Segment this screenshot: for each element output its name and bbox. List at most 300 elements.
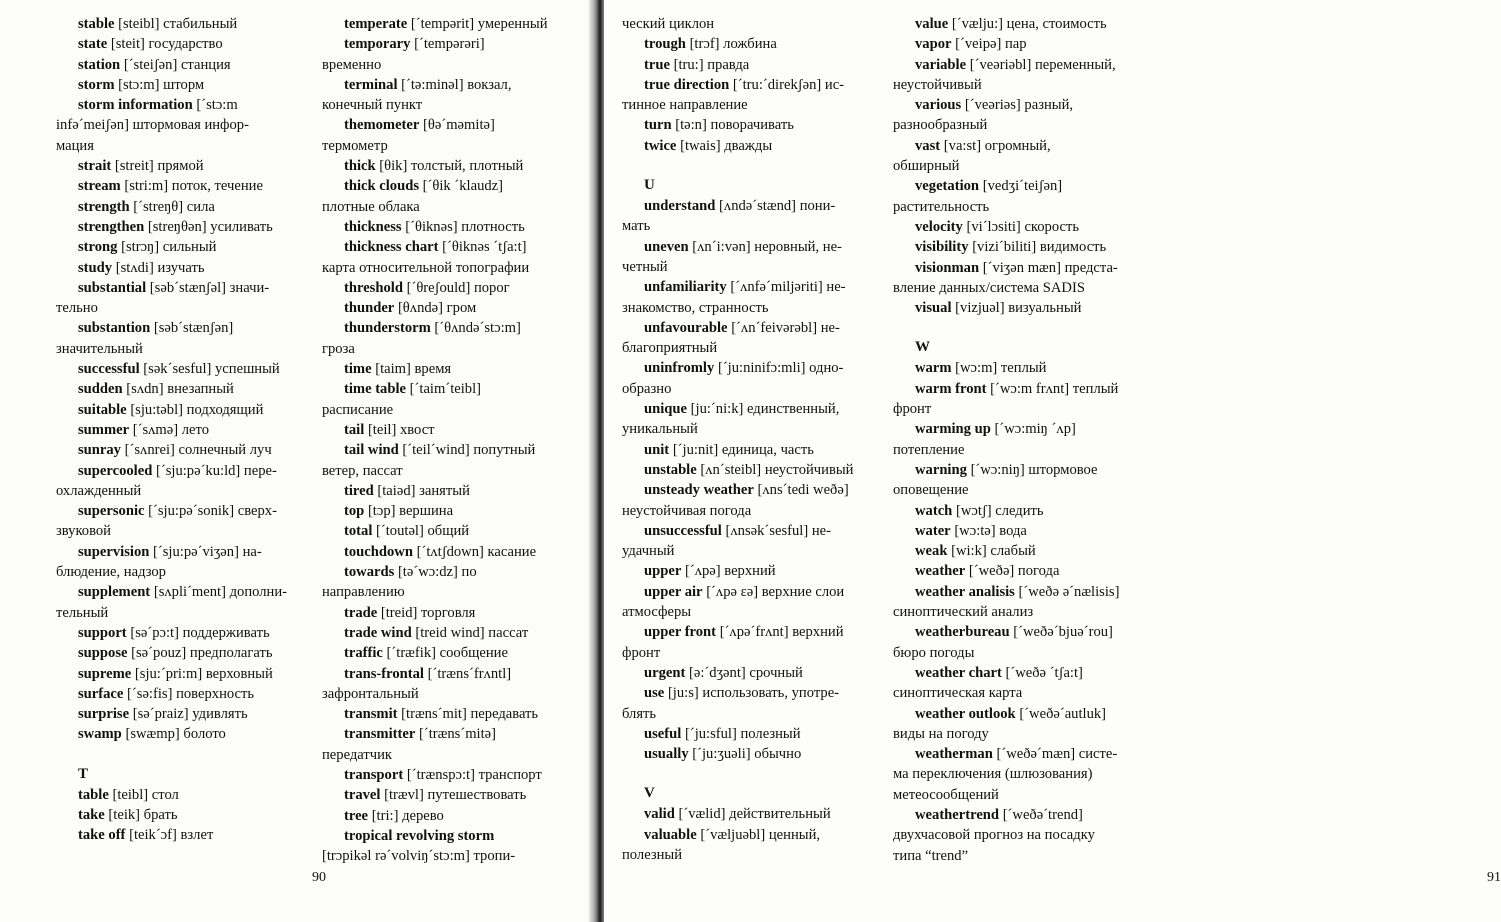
- definition: [θik] толстый, плотный: [379, 158, 524, 175]
- entry-continuation: [56, 339, 310, 359]
- definition: [səb´stænʃən]: [153, 320, 234, 337]
- right-page: [604, 0, 1501, 922]
- definition: зафронтальный: [322, 685, 419, 702]
- definition: оповещение: [893, 482, 969, 499]
- definition: [streŋθən] усиливать: [147, 218, 273, 235]
- entry-continuation: [893, 75, 1155, 95]
- headword: weather analisis: [915, 583, 1015, 600]
- dictionary-entry: [322, 359, 578, 379]
- entry-continuation: [893, 115, 1155, 135]
- entry-continuation: [322, 95, 578, 115]
- definition: [´weðə ´tʃa:t]: [1005, 664, 1083, 681]
- headword: sudden: [78, 381, 123, 398]
- headword: summer: [78, 421, 130, 438]
- definition: [səb´stænʃəl] значи-: [149, 279, 270, 296]
- headword: total: [344, 523, 373, 540]
- dictionary-entry: [56, 34, 310, 54]
- headword: traffic: [344, 645, 383, 662]
- headword: use: [644, 685, 665, 702]
- headword: study: [78, 259, 113, 276]
- definition: типа “trend”: [893, 847, 969, 864]
- headword: strengthen: [78, 218, 145, 235]
- dictionary-entry: [56, 623, 310, 643]
- headword: supersonic: [78, 503, 145, 520]
- entry-continuation: [622, 257, 880, 277]
- definition: [´væljuəbl] ценный,: [700, 826, 821, 843]
- headword: take: [78, 806, 105, 823]
- dictionary-entry: [56, 258, 310, 278]
- headword: substantial: [78, 279, 147, 296]
- definition: [´tempərəri]: [414, 36, 485, 53]
- definition: [´weðə´trend]: [1002, 806, 1083, 823]
- section-letter: U: [644, 177, 655, 194]
- headword: uneven: [644, 238, 689, 255]
- entry-continuation: [322, 197, 578, 217]
- dictionary-entry: [56, 684, 310, 704]
- headword: transport: [344, 766, 404, 783]
- definition: [vi´lɔsiti] скорость: [966, 218, 1080, 235]
- definition: [´sju:pə´ku:ld] пере-: [155, 462, 277, 479]
- dictionary-entry: [56, 217, 310, 237]
- definition: [ə:´dʒənt] срочный: [689, 664, 803, 681]
- headword: unit: [644, 441, 670, 458]
- headword: watch: [915, 502, 953, 519]
- definition: [ju:´ni:k] единственный,: [690, 401, 840, 418]
- definition: плотные облака: [322, 198, 420, 215]
- headword: thickness: [344, 218, 402, 235]
- entry-continuation: [893, 683, 1155, 703]
- definition: [´viʒən mæn] предста-: [982, 259, 1118, 276]
- definition: [wi:k] слабый: [951, 543, 1036, 560]
- definition: образно: [622, 380, 672, 397]
- dictionary-entry: [56, 318, 310, 338]
- section-letter: W: [915, 339, 930, 356]
- definition: [´træfik] сообщение: [386, 645, 508, 662]
- definition: [´veəriəbl] переменный,: [969, 56, 1116, 73]
- definition: [ʌndə´stænd] пони-: [719, 198, 836, 215]
- entry-continuation: [893, 846, 1155, 866]
- dictionary-entry: [322, 481, 578, 501]
- dictionary-entry: [56, 825, 310, 845]
- definition: [´weðə´autluk]: [1019, 705, 1107, 722]
- dictionary-entry: [893, 460, 1155, 480]
- headword: strong: [78, 239, 118, 256]
- dictionary-entry: [56, 14, 310, 34]
- dictionary-entry: [893, 298, 1155, 318]
- definition: блюдение, надзор: [56, 564, 166, 581]
- definition: значительный: [56, 340, 143, 357]
- definition: [´ʌpə] верхний: [684, 563, 776, 580]
- definition: [´ʌpə´frʌnt] верхний: [719, 624, 844, 641]
- headword: value: [915, 16, 949, 32]
- section-letter: V: [644, 785, 655, 802]
- entry-continuation: [893, 602, 1155, 622]
- dictionary-entry: [622, 582, 880, 602]
- headword: twice: [644, 137, 677, 154]
- headword: upper front: [644, 624, 717, 641]
- headword: thunder: [344, 300, 395, 317]
- headword: weathertrend: [915, 806, 1000, 823]
- dictionary-entry: [622, 277, 880, 297]
- definition: разнообразный: [893, 117, 988, 134]
- definition: [´sʌnrei] солнечный луч: [124, 442, 272, 459]
- definition: благоприятный: [622, 340, 718, 357]
- dictionary-entry: [893, 217, 1155, 237]
- definition: [streit] прямой: [114, 158, 204, 175]
- headword: tired: [344, 482, 374, 499]
- definition: неустойчивая погода: [622, 502, 752, 519]
- headword: travel: [344, 787, 381, 804]
- definition: полезный: [622, 846, 683, 863]
- definition: мация: [56, 137, 94, 154]
- dictionary-entry: [893, 521, 1155, 541]
- dictionary-entry: [622, 480, 880, 500]
- definition: [´veipə] пар: [955, 36, 1027, 53]
- headword: sunray: [78, 442, 121, 459]
- definition: четный: [622, 258, 668, 275]
- definition: [vizi´biliti] видимость: [972, 239, 1107, 256]
- definition: [ʌn´steibl] неустойчивый: [700, 461, 854, 478]
- definition: удачный: [622, 543, 675, 560]
- dictionary-entry: [322, 724, 578, 744]
- entry-continuation: [622, 379, 880, 399]
- definition: гроза: [322, 340, 355, 357]
- dictionary-entry: [622, 744, 880, 764]
- definition: [stri:m] поток, течение: [124, 178, 263, 195]
- headword: storm: [78, 76, 115, 93]
- definition: [´streŋθ] сила: [133, 198, 215, 215]
- headword: warm: [915, 360, 952, 377]
- definition: [´θʌndə´stɔ:m]: [434, 320, 521, 337]
- headword: trans-frontal: [344, 665, 424, 682]
- definition: [ʌns´tedi weðə]: [757, 482, 849, 499]
- entry-continuation: [56, 481, 310, 501]
- dictionary-entry: [893, 541, 1155, 561]
- dictionary-entry: [56, 156, 310, 176]
- definition: карта относительной топографии: [322, 259, 530, 276]
- page-number-left: 90: [312, 870, 326, 885]
- definition: бюро погоды: [893, 644, 975, 661]
- definition: [´θik ´klaudz]: [422, 178, 504, 195]
- dictionary-entry: [622, 724, 880, 744]
- entry-continuation: [56, 136, 310, 156]
- entry-continuation: [622, 602, 880, 622]
- dictionary-entry: [622, 55, 880, 75]
- definition: [´ju:nit] единица, часть: [672, 441, 814, 458]
- headword: warming up: [915, 421, 991, 438]
- headword: visibility: [915, 239, 969, 256]
- dictionary-entry: [56, 582, 310, 602]
- dictionary-entry: [893, 258, 1155, 278]
- entry-continuation: [622, 419, 880, 439]
- dictionary-entry: [56, 643, 310, 663]
- definition: [sə´praiz] удивлять: [132, 706, 248, 723]
- dictionary-entry: [893, 379, 1155, 399]
- headword: tail: [344, 421, 365, 438]
- entry-continuation: [893, 440, 1155, 460]
- definition: растительность: [893, 198, 990, 215]
- headword: valid: [644, 806, 675, 823]
- entry-continuation: [622, 338, 880, 358]
- definition: [vedʒi´teiʃən]: [982, 178, 1063, 195]
- headword: visual: [915, 300, 952, 317]
- headword: upper air: [644, 583, 703, 600]
- definition: расписание: [322, 401, 394, 418]
- dictionary-entry: [322, 501, 578, 521]
- dictionary-entry: [622, 318, 880, 338]
- dictionary-entry: [322, 14, 578, 34]
- left-page: [0, 0, 596, 922]
- definition: [´toutəl] общий: [376, 523, 470, 540]
- definition: тинное направление: [622, 97, 748, 114]
- headword: true: [644, 56, 670, 73]
- dictionary-entry: [56, 805, 310, 825]
- headword: warm front: [915, 380, 987, 397]
- dictionary-entry: [322, 115, 578, 135]
- headword: upper: [644, 563, 682, 580]
- definition: [vizjuəl] визуальный: [955, 300, 1082, 317]
- definition: [´tru:´direkʃən] ис-: [732, 76, 845, 93]
- dictionary-entry: [893, 805, 1155, 825]
- dictionary-entry: [622, 34, 880, 54]
- definition: мать: [622, 218, 651, 235]
- entry-continuation: [622, 95, 880, 115]
- definition: [va:st] огромный,: [943, 137, 1051, 154]
- dictionary-entry: [56, 278, 310, 298]
- entry-continuation: [893, 825, 1155, 845]
- entry-continuation: [56, 521, 310, 541]
- dictionary-entry: [622, 804, 880, 824]
- definition: [´tʌtʃdown] касание: [416, 543, 537, 560]
- dictionary-entry: [893, 663, 1155, 683]
- definition: тельный: [56, 604, 109, 621]
- definition: передатчик: [322, 746, 393, 763]
- definition: [steibl] стабильный: [118, 16, 238, 32]
- headword: variable: [915, 56, 967, 73]
- definition: [strɔŋ] сильный: [121, 239, 217, 256]
- definition: [sʌpli´ment] дополни-: [153, 584, 288, 601]
- definition: уникальный: [622, 421, 698, 438]
- definition: [´trænspɔ:t] транспорт: [406, 766, 542, 783]
- headword: surface: [78, 685, 124, 702]
- definition: [´træns´frʌntl]: [427, 665, 512, 682]
- headword: supercooled: [78, 462, 153, 479]
- definition: [trɔpikəl rə´volviŋ´stɔ:m] тропи-: [322, 848, 516, 865]
- definition: [ju:s] использовать, употре-: [667, 685, 840, 702]
- definition: [´wɔ:niŋ] штормовое: [970, 461, 1098, 478]
- definition: [steit] государство: [110, 36, 223, 53]
- headword: unfavourable: [644, 319, 728, 336]
- definition: фронт: [893, 401, 932, 418]
- definition: атмосферы: [622, 604, 692, 621]
- definition: [teil] хвост: [367, 421, 435, 438]
- entry-continuation: [322, 55, 578, 75]
- entry-continuation: [893, 764, 1155, 784]
- headword: vast: [915, 137, 941, 154]
- dictionary-entry: [322, 440, 578, 460]
- dictionary-entry: [322, 521, 578, 541]
- definition: временно: [322, 56, 382, 73]
- entry-continuation: [322, 461, 578, 481]
- definition: виды на погоду: [893, 725, 989, 742]
- entry-continuation: [893, 724, 1155, 744]
- entry-continuation: [56, 603, 310, 623]
- dictionary-entry: [322, 217, 578, 237]
- definition: [´ʌpə ɛə] верхние слои: [706, 583, 845, 600]
- dictionary-entry: [322, 379, 578, 399]
- headword: weatherman: [915, 746, 993, 763]
- dictionary-entry: [893, 237, 1155, 257]
- headword: velocity: [915, 218, 963, 235]
- entry-continuation: [622, 704, 880, 724]
- definition: [træns´mit] передавать: [401, 706, 539, 723]
- headword: table: [78, 786, 109, 803]
- headword: unfamiliarity: [644, 279, 727, 296]
- definition: неустойчивый: [893, 76, 982, 93]
- dictionary-entry: [322, 623, 578, 643]
- headword: useful: [644, 725, 682, 742]
- dictionary-entry: [622, 521, 880, 541]
- entry-continuation: [322, 258, 578, 278]
- definition: [´wɔ:m frʌnt] теплый: [990, 380, 1119, 397]
- definition: охлажденный: [56, 482, 142, 499]
- definition: [sju:´pri:m] верховный: [134, 665, 273, 682]
- dictionary-entry: [322, 664, 578, 684]
- entry-continuation: [622, 643, 880, 663]
- definition: [´θiknəs] плотность: [405, 218, 525, 235]
- dictionary-entry: [622, 460, 880, 480]
- definition: [´sʌmə] лето: [132, 421, 210, 438]
- dictionary-entry: [56, 440, 310, 460]
- headword: take off: [78, 827, 126, 844]
- headword: uninfromly: [644, 360, 715, 377]
- headword: vegetation: [915, 178, 980, 195]
- dictionary-entry: [893, 561, 1155, 581]
- dictionary-entry: [56, 400, 310, 420]
- headword: tree: [344, 807, 369, 824]
- definition: фронт: [622, 644, 661, 661]
- column-4: [893, 14, 1155, 866]
- dictionary-entry: [56, 379, 310, 399]
- definition: [´vælju:] цена, стоимость: [951, 16, 1107, 32]
- dictionary-entry: [893, 358, 1155, 378]
- definition: [trævl] путешествовать: [384, 787, 527, 804]
- headword: various: [915, 97, 962, 114]
- definition: [tɔp] вершина: [367, 503, 454, 520]
- dictionary-entry: [322, 318, 578, 338]
- dictionary-entry: [322, 156, 578, 176]
- entry-continuation: [322, 745, 578, 765]
- entry-continuation: [322, 339, 578, 359]
- entry-continuation: [322, 582, 578, 602]
- definition: обширный: [893, 158, 960, 175]
- definition: [sə´pouz] предполагать: [131, 645, 273, 662]
- dictionary-entry: [322, 176, 578, 196]
- dictionary-entry: [322, 765, 578, 785]
- headword: true direction: [644, 76, 730, 93]
- headword: weak: [915, 543, 948, 560]
- definition: вление данных/система SADIS: [893, 279, 1085, 296]
- headword: warning: [915, 461, 967, 478]
- definition: [´θiknəs ´tʃa:t]: [442, 239, 527, 256]
- headword: successful: [78, 361, 140, 378]
- dictionary-entry: [893, 419, 1155, 439]
- entry-continuation: [893, 399, 1155, 419]
- entry-continuation: [56, 115, 310, 135]
- dictionary-entry: [622, 561, 880, 581]
- definition: блять: [622, 705, 657, 722]
- dictionary-entry: [56, 55, 310, 75]
- definition: [´veəriəs] разный,: [964, 97, 1074, 114]
- entry-continuation: [622, 501, 880, 521]
- headword: surprise: [78, 706, 130, 723]
- dictionary-entry: [622, 683, 880, 703]
- headword: unique: [644, 401, 687, 418]
- dictionary-entry: [322, 603, 578, 623]
- definition: синоптический анализ: [893, 604, 1034, 621]
- entry-continuation: [893, 480, 1155, 500]
- headword: unsuccessful: [644, 522, 722, 539]
- headword: station: [78, 56, 121, 73]
- column-1: [56, 14, 310, 846]
- headword: stream: [78, 178, 121, 195]
- definition: [teibl] стол: [112, 786, 179, 803]
- entry-continuation: [893, 278, 1155, 298]
- definition: [´steiʃən] станция: [123, 56, 231, 73]
- definition: знакомство, странность: [622, 299, 769, 316]
- headword: touchdown: [344, 543, 413, 560]
- definition: [´tempərit] умеренный: [410, 16, 548, 32]
- entry-continuation: ческий циклон: [622, 16, 715, 32]
- dictionary-entry: [622, 237, 880, 257]
- dictionary-entry: [56, 501, 310, 521]
- dictionary-entry: [322, 75, 578, 95]
- definition: [´taim´teibl]: [409, 381, 481, 398]
- entry-continuation: [622, 541, 880, 561]
- headword: thick: [344, 158, 376, 175]
- headword: tail wind: [344, 442, 399, 459]
- dictionary-entry: [56, 664, 310, 684]
- headword: themometer: [344, 117, 420, 134]
- definition: [´weðə ə´nælisis]: [1018, 583, 1120, 600]
- entry-continuation: [893, 197, 1155, 217]
- dictionary-entry: [893, 622, 1155, 642]
- definition: infə´meiʃən] штормовая инфор-: [56, 117, 249, 134]
- dictionary-entry: [56, 542, 310, 562]
- headword: unstable: [644, 461, 697, 478]
- dictionary-entry: [322, 562, 578, 582]
- definition: [stɔ:m] шторм: [118, 76, 205, 93]
- headword: weatherbureau: [915, 624, 1010, 641]
- definition: [treid wind] пассат: [415, 624, 529, 641]
- dictionary-entry: [56, 197, 310, 217]
- definition: [swæmp] болото: [125, 726, 226, 743]
- headword: trade wind: [344, 624, 412, 641]
- headword: transmit: [344, 706, 398, 723]
- definition: [´ju:ninifɔ:mli] одно-: [717, 360, 844, 377]
- definition: [twais] дважды: [680, 137, 773, 154]
- definition: [´weðə´bjuə´rou]: [1013, 624, 1113, 641]
- section-letter: T: [78, 765, 89, 782]
- dictionary-entry: [622, 75, 880, 95]
- definition: [θʌndə] гром: [397, 300, 477, 317]
- definition: направлению: [322, 584, 405, 601]
- dictionary-entry: [56, 420, 310, 440]
- entry-continuation: [893, 643, 1155, 663]
- entry-continuation: [893, 156, 1155, 176]
- definition: [´wɔ:miŋ ´ʌp]: [994, 421, 1076, 438]
- headword: strait: [78, 158, 112, 175]
